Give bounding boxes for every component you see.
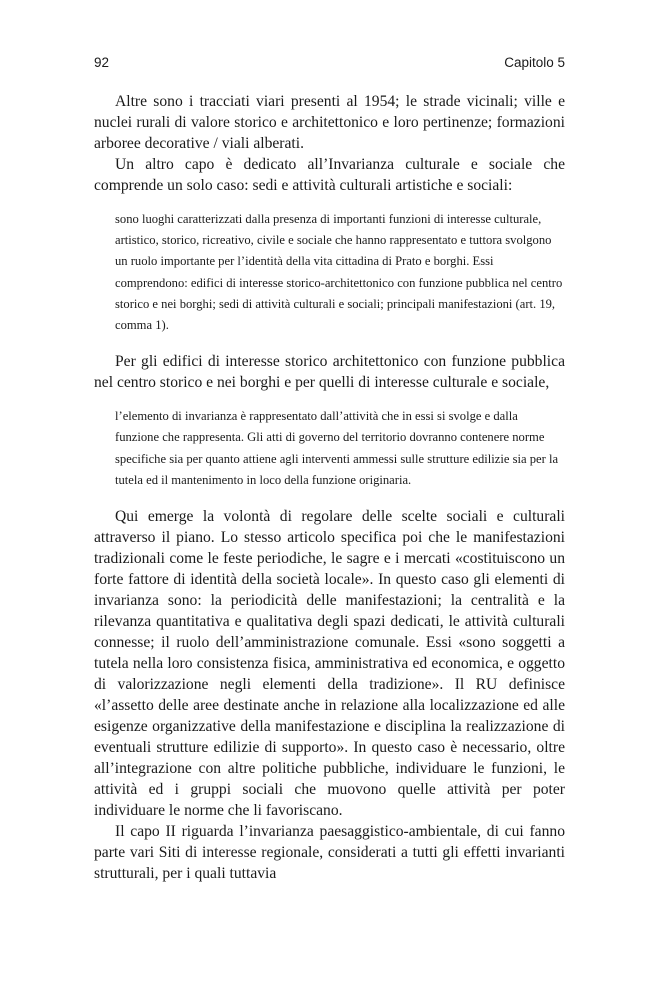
paragraph: Per gli edifici di interesse storico architettonico con funzione pubblica nel centro storico e nei borghi e per quelli di interesse culturale e sociale, <box>94 353 565 392</box>
page-number: 92 <box>94 55 110 70</box>
main-text <box>94 91 565 884</box>
chapter-title: Capitolo 5 <box>504 55 565 70</box>
paragraph: Il capo II riguarda l’invarianza paesaggistico-ambientale, di cui fanno parte vari Siti di interesse regionale, considerati a tutti gli effetti invarianti strutturali, per i quali tuttavia <box>94 823 565 883</box>
quote-text: sono luoghi caratterizzati dalla presenza di importanti funzioni di interesse culturale, artistico, storico, ricreativo, civile e sociale che hanno rappresentato e tuttora svolgono un ruolo importante per l’identità della vita cittadina di Prato e borghi. Essi comprendono: edifici di interesse storico-architettonico con funzione pubblica nel centro storico e nei borghi; sedi di attività culturali e sociali; principali manifestazioni (art. 19, comma 1). <box>115 212 563 333</box>
block-quote <box>115 406 565 491</box>
paragraph: Un altro capo è dedicato all’Invarianza culturale e sociale che comprende un solo caso: sedi e attività culturali artistiche e sociali: <box>94 156 565 194</box>
block-quote <box>115 209 565 336</box>
paragraph: Qui emerge la volontà di regolare delle scelte sociali e culturali attraverso il piano. Lo stesso articolo specifica poi che le manifestazioni tradizionali come le feste periodiche, le sagre e i mercati «costituiscono un forte fattore di identità della società locale». In questo caso gli elementi di invarianza sono: la periodicità delle manifestazioni; la centralità e la rilevanza quantitativa e qualitativa degli spazi dedicati, le attività culturali connesse; il ruolo dell’amministrazione comunale. Essi «sono soggetti a tutela nella loro consistenza fisica, amministrativa ed economica, e oggetto di valorizzazione negli elementi della tradizione». Il RU definisce «l’assetto delle aree destinate anche in relazione alla localizzazione ed alle esigenze organizzative della manifestazione e disciplina la realizzazione di eventuali strutture edilizie di supporto». In questo caso è necessario, oltre all’integrazione con altre politiche pubbliche, individuare le funzioni, le attività ed i gruppi sociali che muovono quelle attività per poter individuare le norme che li favoriscano. <box>94 508 565 820</box>
paragraph: Altre sono i tracciati viari presenti al 1954; le strade vicinali; ville e nuclei rurali di valore storico e architettonico e loro pertinenze; formazioni arboree decorative / viali alberati. <box>94 93 565 152</box>
quote-text: l’elemento di invarianza è rappresentato dall’attività che in essi si svolge e dalla funzione che rappresenta. Gli atti di governo del territorio dovranno contenere norme specifiche sia per quanto attiene agli interventi ammessi sulle strutture edilizie sia per la tutela ed il mantenimento in loco della funzione originaria. <box>115 409 559 487</box>
running-header <box>94 55 565 70</box>
